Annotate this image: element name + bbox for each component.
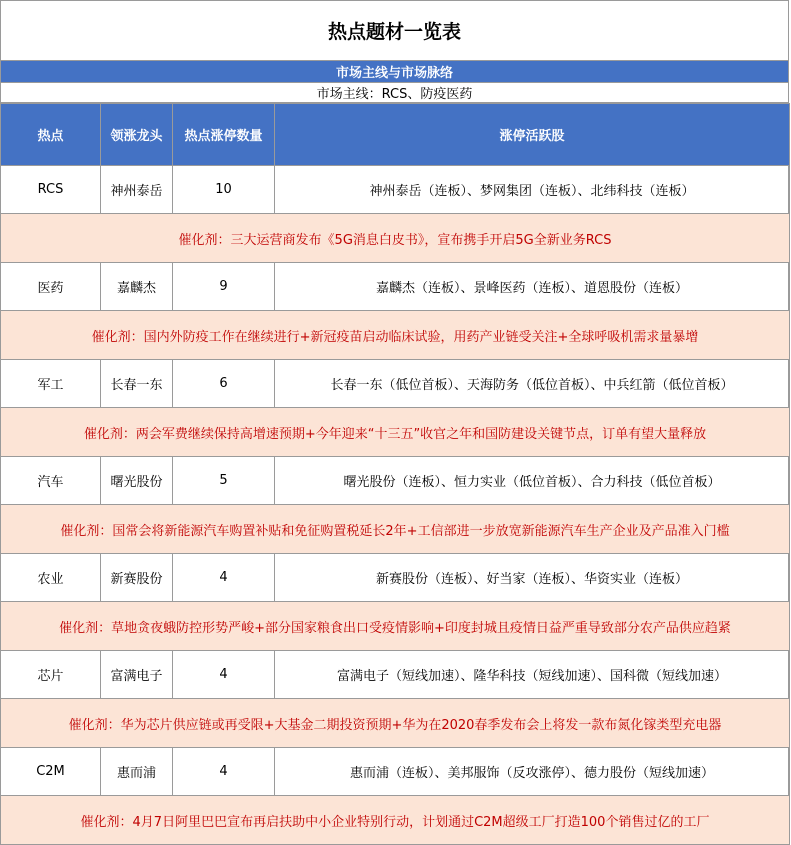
hotspot-table: [0, 103, 790, 845]
table-row: [1, 651, 790, 699]
table-row: [1, 263, 790, 311]
hotspot-cell: 医药: [1, 263, 101, 311]
column-header-hotspot: 热点: [1, 104, 101, 166]
leader-cell: 长春一东: [101, 360, 173, 408]
table-header-row: [1, 104, 790, 166]
stocks-cell: 新赛股份（连板）、好当家（连板）、华资实业（连板）: [275, 554, 790, 602]
catalyst-cell: 催化剂：国内外防疫工作在继续进行+新冠疫苗启动临床试验，用药产业链受关注+全球呼吸机需求量暴增: [1, 311, 790, 360]
stocks-cell: 富满电子（短线加速）、隆华科技（短线加速）、国科微（短线加速）: [275, 651, 790, 699]
hotspot-cell: 农业: [1, 554, 101, 602]
catalyst-cell: 催化剂：草地贪夜蛾防控形势严峻+部分国家粮食出口受疫情影响+印度封城且疫情日益严重导致部分农产品供应趋紧: [1, 602, 790, 651]
stocks-cell: 嘉麟杰（连板）、景峰医药（连板）、道恩股份（连板）: [275, 263, 790, 311]
count-cell: 6: [173, 360, 275, 408]
catalyst-cell: 催化剂：华为芯片供应链或再受限+大基金二期投资预期+华为在2020春季发布会上将发一款布氮化镓类型充电器: [1, 699, 790, 748]
stocks-cell: 曙光股份（连板）、恒力实业（低位首板）、合力科技（低位首板）: [275, 457, 790, 505]
column-header-count: 热点涨停数量: [173, 104, 275, 166]
catalyst-cell: 催化剂：4月7日阿里巴巴宣布再启扶助中小企业特别行动，计划通过C2M超级工厂打造100个销售过亿的工厂: [1, 796, 790, 845]
leader-cell: 曙光股份: [101, 457, 173, 505]
catalyst-cell: 催化剂：三大运营商发布《5G消息白皮书》，宣布携手开启5G全新业务RCS: [1, 214, 790, 263]
catalyst-row: [1, 214, 790, 263]
table-row: [1, 457, 790, 505]
catalyst-row: [1, 505, 790, 554]
hotspot-cell: 汽车: [1, 457, 101, 505]
catalyst-cell: 催化剂：两会军费继续保持高增速预期+今年迎来“十三五”收官之年和国防建设关键节点，订单有望大量释放: [1, 408, 790, 457]
stocks-cell: 神州泰岳（连板）、梦网集团（连板）、北纬科技（连板）: [275, 166, 790, 214]
count-cell: 9: [173, 263, 275, 311]
table-row: [1, 748, 790, 796]
leader-cell: 新赛股份: [101, 554, 173, 602]
hotspot-cell: RCS: [1, 166, 101, 214]
table-row: [1, 554, 790, 602]
catalyst-row: [1, 796, 790, 845]
catalyst-row: [1, 408, 790, 457]
catalyst-row: [1, 602, 790, 651]
stocks-cell: 长春一东（低位首板）、天海防务（低位首板）、中兵红箭（低位首板）: [275, 360, 790, 408]
count-cell: 4: [173, 651, 275, 699]
column-header-leader: 领涨龙头: [101, 104, 173, 166]
column-header-stocks: 涨停活跃股: [275, 104, 790, 166]
section-header: 市场主线与市场脉络: [1, 61, 788, 83]
leader-cell: 富满电子: [101, 651, 173, 699]
table-row: [1, 360, 790, 408]
leader-cell: 嘉麟杰: [101, 263, 173, 311]
leader-cell: 惠而浦: [101, 748, 173, 796]
count-cell: 4: [173, 748, 275, 796]
hotspot-cell: C2M: [1, 748, 101, 796]
stocks-cell: 惠而浦（连板）、美邦服饰（反攻涨停）、德力股份（短线加速）: [275, 748, 790, 796]
leader-cell: 神州泰岳: [101, 166, 173, 214]
main-line-text: 市场主线：RCS、防疫医药: [1, 83, 788, 103]
count-cell: 10: [173, 166, 275, 214]
catalyst-row: [1, 699, 790, 748]
table-row: [1, 166, 790, 214]
count-cell: 4: [173, 554, 275, 602]
hotspot-cell: 芯片: [1, 651, 101, 699]
hotspot-cell: 军工: [1, 360, 101, 408]
catalyst-cell: 催化剂：国常会将新能源汽车购置补贴和免征购置税延长2年+工信部进一步放宽新能源汽车生产企业及产品准入门槛: [1, 505, 790, 554]
count-cell: 5: [173, 457, 275, 505]
sheet-title: 热点题材一览表: [1, 1, 788, 61]
catalyst-row: [1, 311, 790, 360]
